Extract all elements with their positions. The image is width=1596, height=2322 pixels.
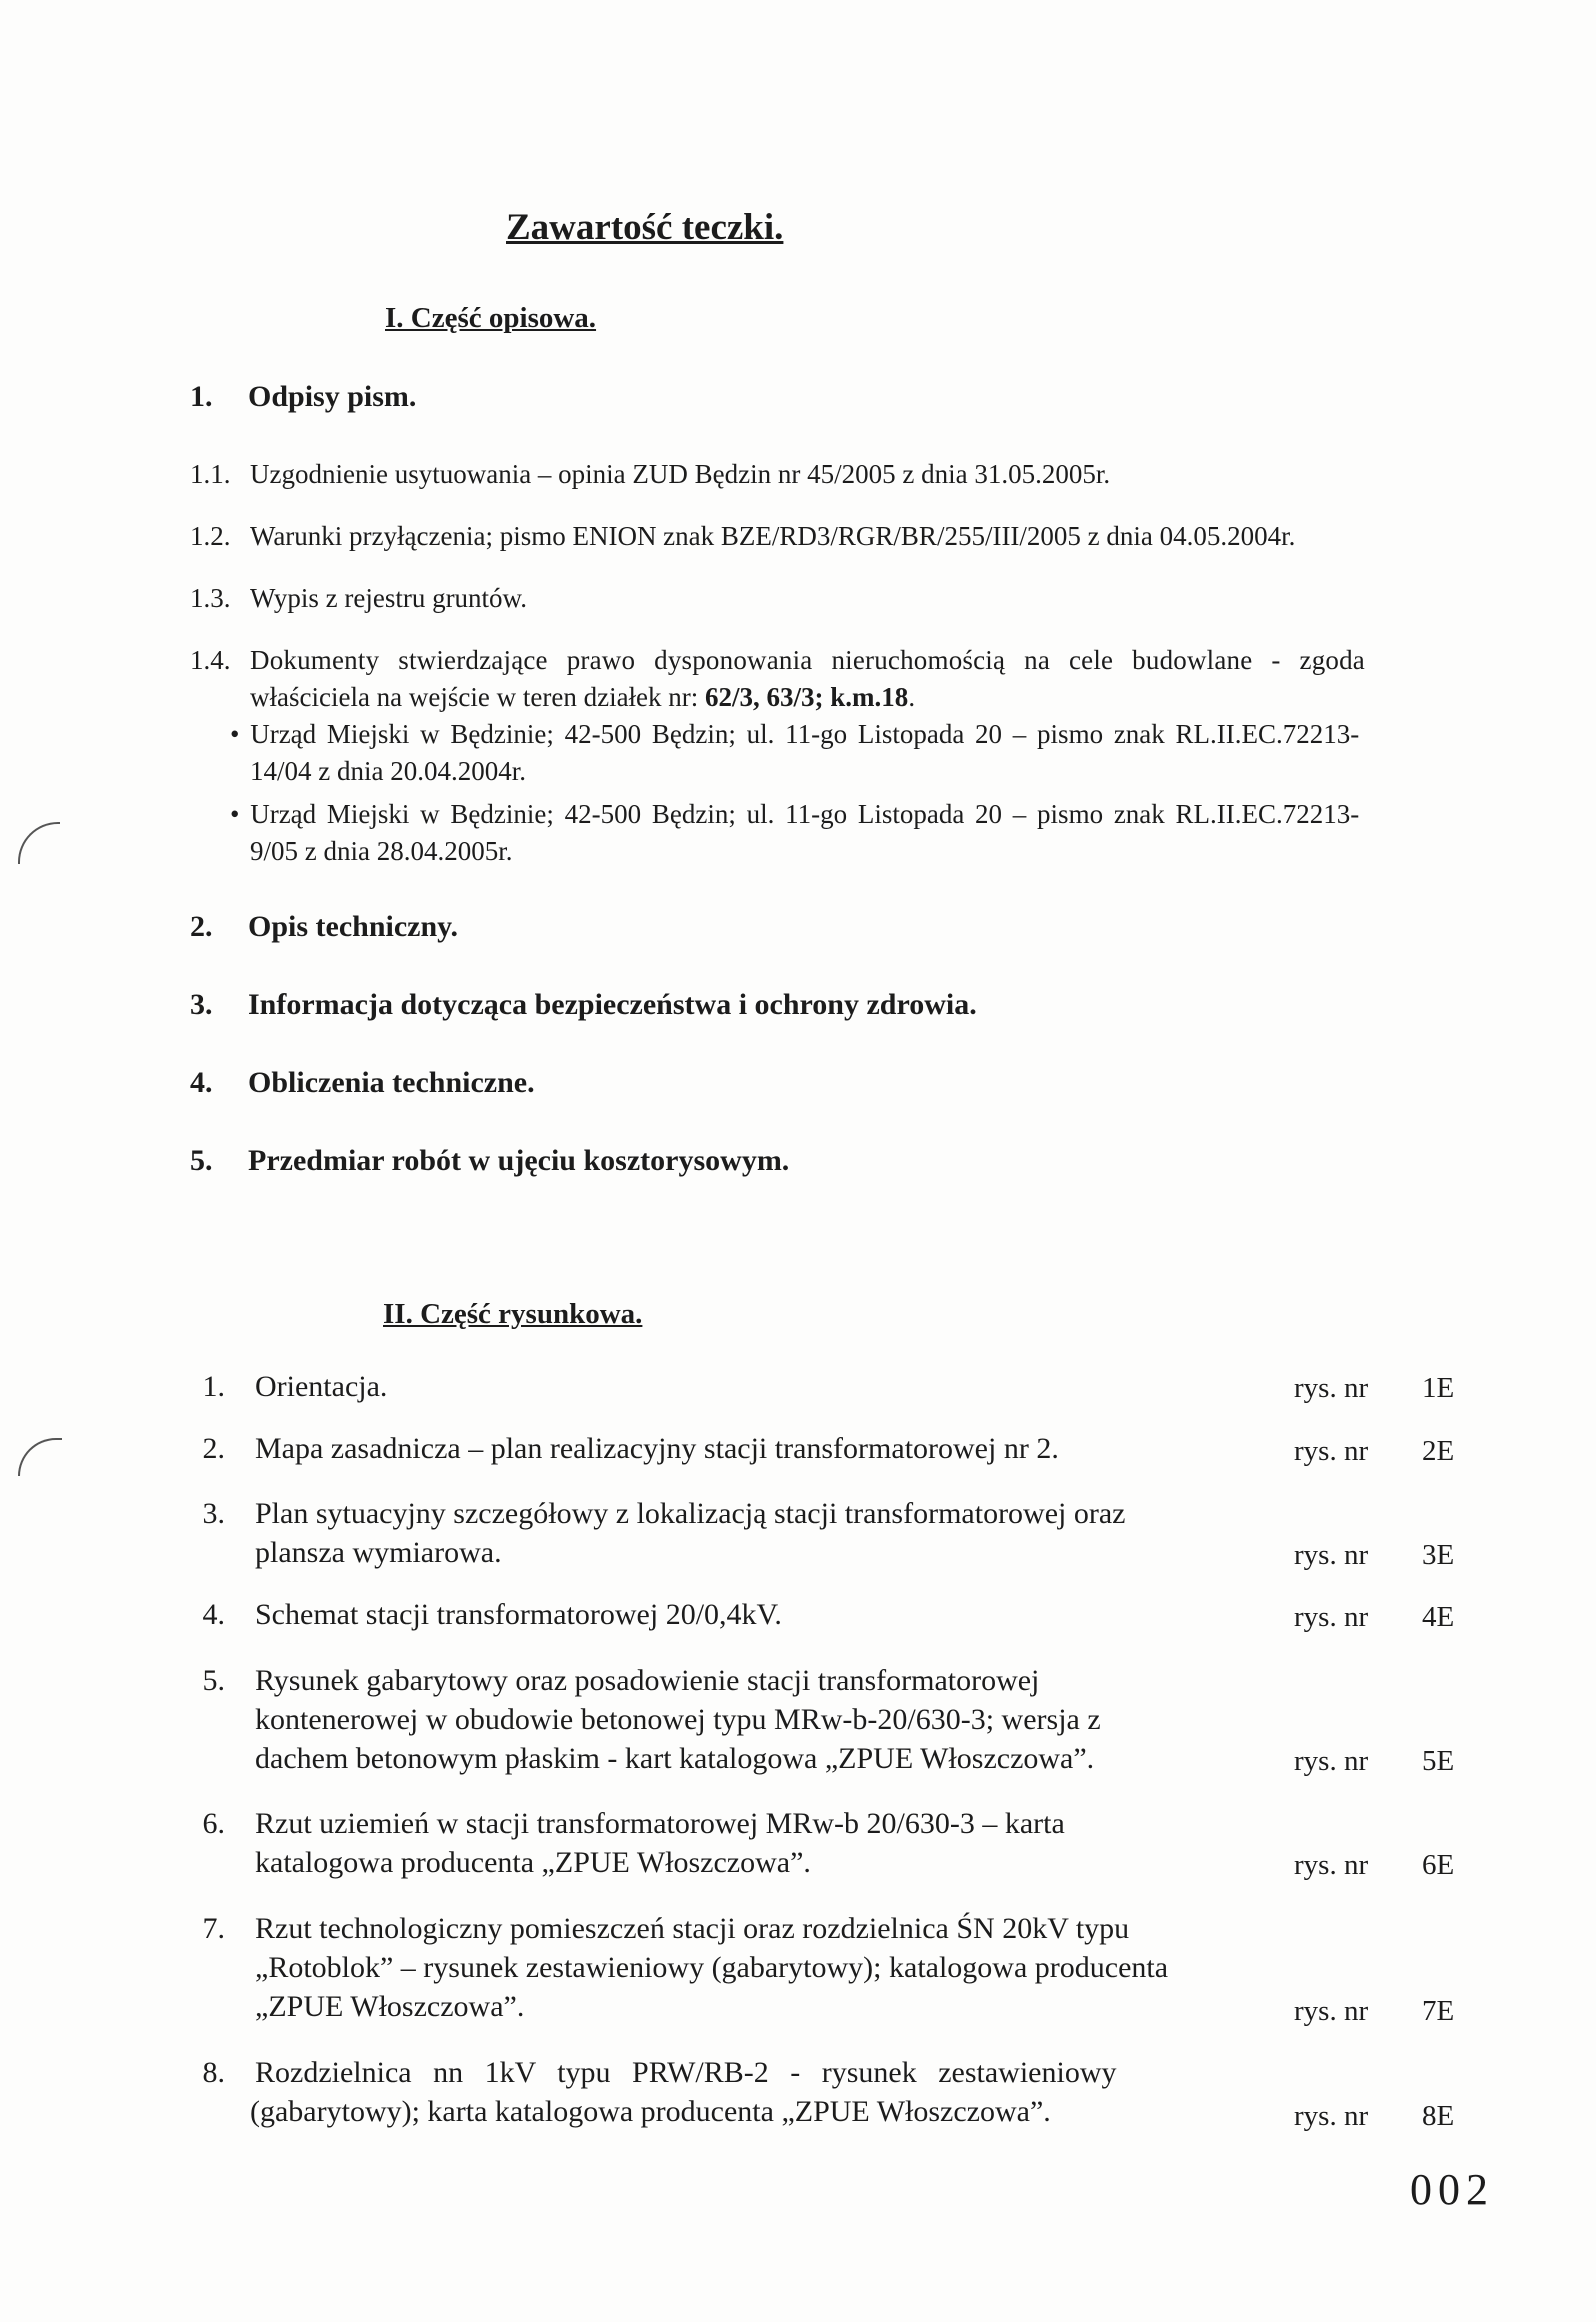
page-title: Zawartość teczki. xyxy=(506,207,784,248)
page-number: 002 xyxy=(1410,2165,1494,2214)
drawing-rys-label: rys. nr xyxy=(1294,1745,1369,1777)
drawing-code: 1E xyxy=(1422,1372,1455,1404)
drawing-description: Rysunek gabarytowy oraz posadowienie stacji transformatorowej xyxy=(255,1664,1040,1697)
list-item-number: 1.3. xyxy=(190,583,231,613)
list-item-text: Warunki przyłączenia; pismo ENION znak BZE/RD3/RGR/BR/255/III/2005 z dnia 04.05.2004r. xyxy=(250,521,1296,551)
list-item-number: 1.1. xyxy=(190,459,231,489)
drawing-code: 8E xyxy=(1422,2100,1455,2132)
drawing-description-cont: (gabarytowy); karta katalogowa producenta „ZPUE Włoszczowa”. xyxy=(250,2095,1051,2128)
list-item-text: Wypis z rejestru gruntów. xyxy=(250,583,528,613)
section-number: 3. xyxy=(190,988,213,1021)
drawing-rys-label: rys. nr xyxy=(1294,1995,1369,2027)
drawing-description-cont: dachem betonowym płaskim - kart katalogowa „ZPUE Włoszczowa”. xyxy=(255,1742,1095,1775)
drawing-description-cont: plansza wymiarowa. xyxy=(255,1536,502,1569)
list-item-text: Dokumenty stwierdzające prawo dysponowania nieruchomością na cele budowlane - zgoda xyxy=(250,645,1365,675)
drawing-description: Plan sytuacyjny szczegółowy z lokalizacją stacji transformatorowej oraz xyxy=(255,1497,1126,1530)
drawing-code: 7E xyxy=(1422,1995,1455,2027)
parcel-numbers: 62/3, 63/3; k.m.18 xyxy=(705,682,909,712)
drawing-number: 3. xyxy=(202,1497,225,1530)
section-number: 5. xyxy=(190,1144,213,1177)
drawing-number: 7. xyxy=(202,1912,225,1945)
drawing-description-cont: katalogowa producenta „ZPUE Włoszczowa”. xyxy=(255,1846,811,1879)
drawing-code: 4E xyxy=(1422,1601,1455,1633)
drawing-number: 8. xyxy=(202,2056,225,2089)
bullet-item: • Urząd Miejski w Będzinie; 42-500 Będzin; ul. 11-go Listopada 20 – pismo znak RL.II.EC.72213- xyxy=(230,716,1359,753)
part1-heading: I. Część opisowa. xyxy=(385,302,597,334)
bullet-item: • Urząd Miejski w Będzinie; 42-500 Będzin; ul. 11-go Listopada 20 – pismo znak RL.II.EC.72213- xyxy=(230,796,1359,833)
drawing-number: 2. xyxy=(202,1432,225,1465)
drawing-description: Rozdzielnica nn 1kV typu PRW/RB-2 - rysunek zestawieniowy xyxy=(255,2056,1117,2089)
section-title: Przedmiar robót w ujęciu kosztorysowym. xyxy=(248,1144,790,1177)
list-item-text-plain: właściciela na wejście w teren działek nr: xyxy=(250,682,706,712)
drawing-code: 2E xyxy=(1422,1435,1455,1467)
bullet-item-cont: 9/05 z dnia 28.04.2005r. xyxy=(250,836,513,866)
drawing-description: Rzut uziemień w stacji transformatorowej MRw-b 20/630-3 – karta xyxy=(255,1807,1065,1840)
list-item-text: Uzgodnienie usytuowania – opinia ZUD Będzin nr 45/2005 z dnia 31.05.2005r. xyxy=(250,459,1111,489)
section-title: Informacja dotycząca bezpieczeństwa i ochrony zdrowia. xyxy=(248,988,977,1021)
list-item-text-cont xyxy=(250,679,915,716)
drawing-code: 6E xyxy=(1422,1849,1455,1881)
list-item-text-end: . xyxy=(908,682,916,712)
section-number: 2. xyxy=(190,910,213,943)
drawing-number: 1. xyxy=(202,1370,225,1403)
section-number: 1. xyxy=(190,380,213,413)
drawing-description: Rzut technologiczny pomieszczeń stacji oraz rozdzielnica ŚN 20kV typu xyxy=(255,1912,1130,1945)
drawing-rys-label: rys. nr xyxy=(1294,2100,1369,2132)
drawing-rys-label: rys. nr xyxy=(1294,1601,1369,1633)
drawing-description: Schemat stacji transformatorowej 20/0,4kV. xyxy=(255,1598,782,1631)
margin-mark xyxy=(18,1438,62,1476)
section-title: Obliczenia techniczne. xyxy=(248,1066,535,1099)
drawing-rys-label: rys. nr xyxy=(1294,1435,1369,1467)
list-item-number: 1.4. xyxy=(190,645,231,675)
list-item-number: 1.2. xyxy=(190,521,231,551)
drawing-number: 5. xyxy=(202,1664,225,1697)
section-number: 4. xyxy=(190,1066,213,1099)
drawing-code: 5E xyxy=(1422,1745,1455,1777)
drawing-description-cont: kontenerowej w obudowie betonowej typu MRw-b-20/630-3; wersja z xyxy=(255,1703,1101,1736)
drawing-description-cont: „ZPUE Włoszczowa”. xyxy=(255,1990,525,2023)
section-title: Opis techniczny. xyxy=(248,910,459,943)
drawing-description: Mapa zasadnicza – plan realizacyjny stacji transformatorowej nr 2. xyxy=(255,1432,1059,1465)
drawing-number: 6. xyxy=(202,1807,225,1840)
drawing-description: Orientacja. xyxy=(255,1370,388,1403)
drawing-rys-label: rys. nr xyxy=(1294,1539,1369,1571)
part2-heading: II. Część rysunkowa. xyxy=(383,1298,643,1330)
drawing-number: 4. xyxy=(202,1598,225,1631)
margin-mark xyxy=(18,822,60,864)
drawing-rys-label: rys. nr xyxy=(1294,1849,1369,1881)
drawing-description-cont: „Rotoblok” – rysunek zestawieniowy (gabarytowy); katalogowa producenta xyxy=(255,1951,1169,1984)
drawing-code: 3E xyxy=(1422,1539,1455,1571)
bullet-item-cont: 14/04 z dnia 20.04.2004r. xyxy=(250,756,526,786)
section-title: Odpisy pism. xyxy=(248,380,417,413)
drawing-rys-label: rys. nr xyxy=(1294,1372,1369,1404)
